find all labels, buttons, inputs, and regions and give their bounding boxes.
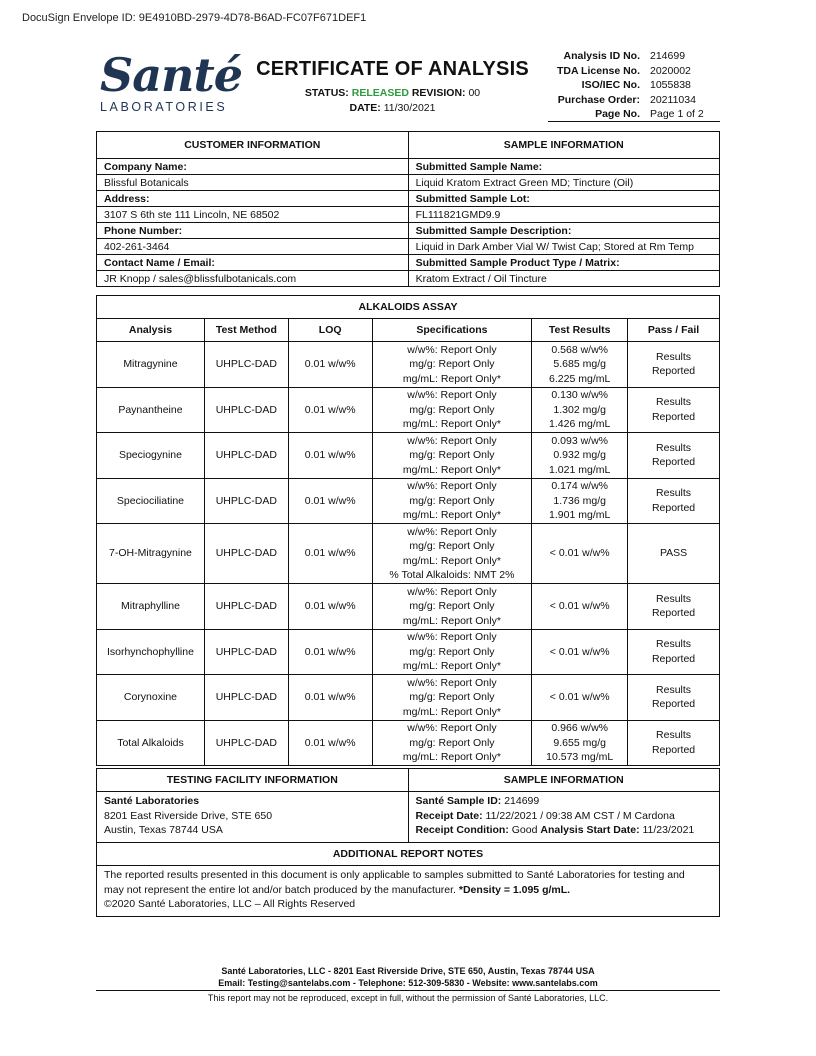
sample-desc-label: Submitted Sample Description:	[408, 223, 719, 239]
result-cell	[532, 387, 628, 433]
result-cell-line: 10.573 mg/mL	[546, 751, 614, 763]
footer-contact: Email: Testing@santelabs.com - Telephone: 512-309-5830 - Website: www.santelabs.com	[96, 978, 720, 991]
spec-cell-line: mg/mL: Report Only*	[402, 614, 501, 627]
result-cell-line: < 0.01 w/w%	[549, 645, 610, 658]
density-note: *Density = 1.095 g/mL.	[458, 883, 571, 896]
meta-row	[548, 64, 720, 79]
sample-info-heading: SAMPLE INFORMATION	[408, 132, 719, 159]
meta-label: TDA License No.	[556, 64, 640, 77]
analysis-cell: 7-OH-Mitragynine	[97, 524, 205, 584]
method-cell: UHPLC-DAD	[204, 524, 288, 584]
pass-fail-cell	[628, 675, 720, 721]
sample-desc-value: Liquid in Dark Amber Vial W/ Twist Cap; Stored at Rm Temp	[408, 239, 719, 255]
facility-name: Santé Laboratories	[104, 795, 200, 807]
title-block	[255, 58, 530, 114]
col-header-method: Test Method	[204, 319, 288, 342]
spec-cell-line: w/w%: Report Only	[407, 676, 497, 689]
pass-fail-cell	[628, 720, 720, 766]
assay-heading: ALKALOIDS ASSAY	[97, 296, 720, 319]
method-cell: UHPLC-DAD	[204, 387, 288, 433]
address-label: Address:	[97, 191, 409, 207]
loq-cell: 0.01 w/w%	[288, 720, 372, 766]
spec-cell	[372, 387, 532, 433]
page-footer	[96, 966, 720, 1003]
spec-cell-line: w/w%: Report Only	[407, 343, 497, 356]
receipt-date-value: 11/22/2021 / 09:38 AM CST / M Cardona	[485, 809, 675, 822]
pass-fail-cell	[628, 433, 720, 479]
spec-cell-line: w/w%: Report Only	[407, 434, 497, 447]
spec-cell-line: mg/g: Report Only	[409, 358, 495, 370]
page-title: CERTIFICATE OF ANALYSIS	[256, 58, 529, 80]
col-header-pass-fail: Pass / Fail	[628, 319, 720, 342]
spec-cell-line: w/w%: Report Only	[407, 389, 497, 401]
spec-cell-line: mg/g: Report Only	[409, 494, 495, 507]
spec-cell	[372, 478, 532, 524]
status-value: RELEASED	[351, 87, 409, 99]
spec-cell-line: mg/g: Report Only	[409, 736, 495, 749]
facility-city: Austin, Texas 78744 USA	[104, 824, 223, 836]
pass-fail-cell-line: Reported	[651, 698, 696, 711]
result-cell-line: 0.130 w/w%	[551, 389, 609, 401]
meta-value: 1055838	[650, 79, 691, 92]
meta-row	[548, 93, 720, 108]
table-row	[97, 433, 720, 479]
result-cell	[532, 433, 628, 479]
pass-fail-cell-line: Reported	[651, 501, 696, 514]
pass-fail-cell	[628, 629, 720, 675]
spec-cell-line: mg/g: Report Only	[409, 449, 495, 461]
sample-info2-heading: SAMPLE INFORMATION	[408, 769, 720, 792]
spec-cell-line: mg/mL: Report Only*	[402, 554, 501, 567]
footer-disclaimer: This report may not be reproduced, except in full, without the permission of Santé Laboratories, LLC.	[207, 993, 609, 1003]
facility-street: 8201 East Riverside Drive, STE 650	[104, 809, 273, 822]
receipt-date-label: Receipt Date:	[415, 809, 483, 822]
result-cell-line: 6.225 mg/mL	[549, 372, 611, 385]
pass-fail-cell-line: Results	[656, 592, 692, 605]
footer-address: Santé Laboratories, LLC - 8201 East Riverside Drive, STE 650, Austin, Texas 78744 USA	[221, 966, 595, 976]
date-label: DATE:	[349, 102, 381, 114]
analysis-cell: Speciogynine	[97, 433, 205, 479]
analysis-start-value: 11/23/2021	[642, 824, 695, 836]
spec-cell-line: mg/g: Report Only	[409, 540, 495, 552]
pass-fail-cell-line: Results	[656, 396, 692, 409]
meta-label: ISO/IEC No.	[581, 79, 640, 92]
revision-value: 00	[468, 87, 481, 99]
sample-id-label: Santé Sample ID:	[415, 795, 502, 807]
result-cell	[532, 342, 628, 388]
status-line	[255, 87, 530, 99]
pass-fail-cell-line: Reported	[651, 410, 696, 423]
pass-fail-cell	[628, 524, 720, 584]
assay-body	[97, 342, 720, 766]
copyright: ©2020 Santé Laboratories, LLC – All Rights Reserved	[104, 898, 356, 910]
sample-id-value: 214699	[504, 795, 540, 807]
table-row	[97, 629, 720, 675]
table-row	[97, 720, 720, 766]
pass-fail-cell-line: Reported	[651, 607, 696, 620]
notes-line-1: The reported results presented in this document is only applicable to samples submitted to Santé Laboratories for testing and	[104, 869, 685, 881]
loq-cell: 0.01 w/w%	[288, 342, 372, 388]
spec-cell-line: mg/mL: Report Only*	[402, 705, 501, 718]
facility-heading: TESTING FACILITY INFORMATION	[97, 769, 409, 792]
alkaloids-assay-table	[96, 295, 720, 766]
spec-cell	[372, 629, 532, 675]
result-cell	[532, 675, 628, 721]
pass-fail-cell	[628, 584, 720, 630]
meta-label: Analysis ID No.	[563, 50, 640, 63]
analysis-cell: Paynantheine	[97, 387, 205, 433]
spec-cell-line: % Total Alkaloids: NMT 2%	[389, 569, 515, 581]
meta-value: 214699	[650, 50, 686, 63]
date-line	[255, 102, 530, 114]
meta-value: 20211034	[650, 93, 696, 106]
logo-subtitle: LABORATORIES	[100, 100, 228, 114]
report-meta	[548, 49, 720, 122]
pass-fail-cell-line: Results	[656, 638, 692, 651]
pass-fail-cell-line: Results	[656, 729, 692, 742]
meta-divider	[548, 121, 720, 122]
result-cell-line: 9.655 mg/g	[553, 736, 606, 749]
result-cell-line: 0.966 w/w%	[551, 722, 609, 734]
customer-info-heading: CUSTOMER INFORMATION	[97, 132, 409, 159]
spec-cell	[372, 720, 532, 766]
pass-fail-cell-line: Reported	[651, 456, 696, 469]
pass-fail-cell-line: Reported	[651, 743, 696, 756]
spec-cell-line: mg/mL: Report Only*	[402, 372, 501, 385]
contact-label: Contact Name / Email:	[97, 255, 409, 271]
pass-fail-cell-line: Reported	[651, 365, 696, 378]
spec-cell-line: w/w%: Report Only	[407, 480, 497, 492]
analysis-cell: Corynoxine	[97, 675, 205, 721]
table-row	[97, 342, 720, 388]
pass-fail-cell	[628, 478, 720, 524]
status-label: STATUS:	[304, 87, 349, 99]
spec-cell-line: mg/mL: Report Only*	[402, 418, 501, 430]
meta-label: Page No.	[595, 108, 640, 121]
spec-cell	[372, 342, 532, 388]
meta-value: 2020002	[650, 64, 691, 77]
table-row	[97, 524, 720, 584]
analysis-cell: Mitraphylline	[97, 584, 205, 630]
loq-cell: 0.01 w/w%	[288, 675, 372, 721]
pass-fail-cell-line: Results	[656, 441, 692, 454]
method-cell: UHPLC-DAD	[204, 629, 288, 675]
spec-cell-line: mg/mL: Report Only*	[402, 463, 501, 476]
result-cell-line: 0.174 w/w%	[551, 480, 609, 492]
spec-cell-line: mg/g: Report Only	[409, 403, 495, 416]
spec-cell-line: w/w%: Report Only	[407, 722, 497, 734]
revision-label: REVISION:	[411, 87, 466, 99]
company-label: Company Name:	[97, 159, 409, 175]
facility-sample-table	[96, 768, 720, 843]
table-row	[97, 584, 720, 630]
company-value: Blissful Botanicals	[97, 175, 409, 191]
table-row	[97, 675, 720, 721]
method-cell: UHPLC-DAD	[204, 584, 288, 630]
pass-fail-cell	[628, 387, 720, 433]
method-cell: UHPLC-DAD	[204, 720, 288, 766]
spec-cell-line: w/w%: Report Only	[407, 585, 497, 598]
receipt-condition-label: Receipt Condition:	[415, 824, 509, 836]
sample-lot-label: Submitted Sample Lot:	[408, 191, 719, 207]
result-cell	[532, 584, 628, 630]
loq-cell: 0.01 w/w%	[288, 584, 372, 630]
result-cell	[532, 478, 628, 524]
customer-sample-table	[96, 131, 720, 287]
sample-info2	[408, 792, 720, 843]
spec-cell-line: mg/mL: Report Only*	[402, 509, 501, 521]
meta-row	[548, 78, 720, 93]
spec-cell-line: mg/g: Report Only	[409, 600, 495, 612]
analysis-start-label: Analysis Start Date:	[540, 824, 640, 836]
meta-row	[548, 107, 720, 122]
contact-value: JR Knopp / sales@blissfulbotanicals.com	[97, 271, 409, 287]
sample-lot-value: FL111821GMD9.9	[408, 207, 719, 223]
sample-type-value: Kratom Extract / Oil Tincture	[408, 271, 719, 287]
pass-fail-cell-line: Results	[656, 350, 692, 363]
notes-body	[97, 866, 720, 917]
receipt-condition-value: Good	[511, 824, 538, 836]
sample-name-value: Liquid Kratom Extract Green MD; Tincture (Oil)	[408, 175, 719, 191]
result-cell-line: < 0.01 w/w%	[549, 691, 610, 703]
loq-cell: 0.01 w/w%	[288, 433, 372, 479]
phone-label: Phone Number:	[97, 223, 409, 239]
result-cell-line: < 0.01 w/w%	[549, 600, 610, 612]
result-cell-line: 5.685 mg/g	[553, 358, 606, 370]
result-cell-line: 1.901 mg/mL	[549, 509, 611, 521]
loq-cell: 0.01 w/w%	[288, 387, 372, 433]
spec-cell-line: mg/mL: Report Only*	[402, 660, 501, 672]
method-cell: UHPLC-DAD	[204, 433, 288, 479]
spec-cell	[372, 433, 532, 479]
spec-cell	[372, 675, 532, 721]
pass-fail-cell	[628, 342, 720, 388]
loq-cell: 0.01 w/w%	[288, 478, 372, 524]
result-cell	[532, 720, 628, 766]
method-cell: UHPLC-DAD	[204, 342, 288, 388]
date-value: 11/30/2021	[383, 102, 436, 114]
col-header-loq: LOQ	[288, 319, 372, 342]
report-notes-table	[96, 842, 720, 917]
result-cell-line: 0.093 w/w%	[551, 434, 609, 447]
table-row	[97, 387, 720, 433]
result-cell-line: 1.426 mg/mL	[549, 418, 611, 430]
col-header-analysis: Analysis	[97, 319, 205, 342]
analysis-cell: Mitragynine	[97, 342, 205, 388]
pass-fail-cell-line: Results	[656, 487, 692, 500]
notes-line-2: may not represent the entire lot and/or batch produced by the manufacturer.	[104, 883, 456, 896]
notes-heading: ADDITIONAL REPORT NOTES	[97, 843, 720, 866]
result-cell-line: 0.568 w/w%	[551, 343, 609, 356]
spec-cell	[372, 524, 532, 584]
meta-row	[548, 49, 720, 64]
spec-cell-line: w/w%: Report Only	[407, 525, 497, 538]
docusign-envelope-id: DocuSign Envelope ID: 9E4910BD-2979-4D78-B6AD-FC07F671DEF1	[22, 12, 367, 24]
logo-script: Santé	[100, 48, 242, 102]
loq-cell: 0.01 w/w%	[288, 629, 372, 675]
address-value: 3107 S 6th ste 111 Lincoln, NE 68502	[97, 207, 409, 223]
loq-cell: 0.01 w/w%	[288, 524, 372, 584]
result-cell	[532, 629, 628, 675]
col-header-specifications: Specifications	[372, 319, 532, 342]
method-cell: UHPLC-DAD	[204, 478, 288, 524]
facility-info	[97, 792, 409, 843]
spec-cell-line: mg/g: Report Only	[409, 691, 495, 703]
spec-cell-line: w/w%: Report Only	[407, 631, 497, 643]
table-row	[97, 478, 720, 524]
method-cell: UHPLC-DAD	[204, 675, 288, 721]
result-cell-line: 1.736 mg/g	[553, 494, 606, 507]
spec-cell-line: mg/mL: Report Only*	[402, 751, 501, 763]
col-header-results: Test Results	[532, 319, 628, 342]
result-cell	[532, 524, 628, 584]
result-cell-line: 0.932 mg/g	[553, 449, 606, 461]
analysis-cell: Isorhynchophylline	[97, 629, 205, 675]
sample-name-label: Submitted Sample Name:	[408, 159, 719, 175]
phone-value: 402-261-3464	[97, 239, 409, 255]
spec-cell	[372, 584, 532, 630]
sample-type-label: Submitted Sample Product Type / Matrix:	[408, 255, 719, 271]
pass-fail-cell-line: Results	[656, 683, 692, 696]
result-cell-line: < 0.01 w/w%	[549, 547, 610, 560]
analysis-cell: Total Alkaloids	[97, 720, 205, 766]
pass-fail-cell-line: PASS	[659, 547, 688, 560]
spec-cell-line: mg/g: Report Only	[409, 645, 495, 658]
pass-fail-cell-line: Reported	[651, 652, 696, 665]
sante-logo	[100, 48, 242, 122]
meta-label: Purchase Order:	[557, 93, 640, 106]
result-cell-line: 1.302 mg/g	[553, 403, 606, 416]
result-cell-line: 1.021 mg/mL	[549, 463, 611, 476]
meta-value: Page 1 of 2	[650, 108, 704, 121]
analysis-cell: Speciociliatine	[97, 478, 205, 524]
